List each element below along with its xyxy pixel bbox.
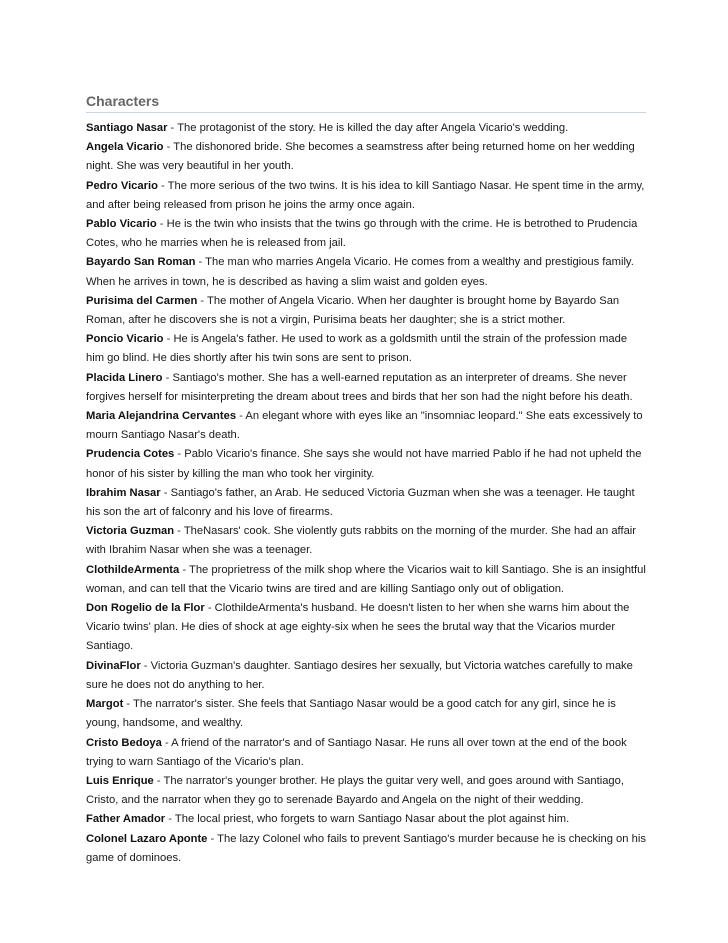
character-name: ClothildeArmenta [86,563,180,576]
character-name: Maria Alejandrina Cervantes [86,410,237,423]
character-description: Santiago's mother. She has a well-earned reputation as an interpreter of dreams. She never forgives herself for misinterpreting the dream about trees and birds that her son had the night before his death. [86,371,633,403]
character-description: The protagonist of the story. He is killed the day after Angela Vicario's wedding. [177,122,569,134]
separator: - [195,256,206,269]
separator: - [167,122,178,134]
character-entry [86,484,646,522]
character-entry [86,177,646,215]
character-description: The narrator's sister. She feels that Santiago Nasar would be a good catch for any girl, since he is young, handsome, and wealthy. [86,698,616,730]
character-name: Margot [86,698,124,711]
character-entry [86,330,646,368]
character-description: Santiago's father, an Arab. He seduced Victoria Guzman when she was a teenager. He taught his son the art of falconry and his love of firearms. [86,486,635,519]
character-entry [86,657,646,695]
character-name: Placida Linero [86,371,163,384]
character-entry [86,522,646,560]
character-description: The lazy Colonel who fails to prevent Santiago's murder because he is checking on his game of dominoes. [86,832,646,864]
character-entry [86,215,646,253]
character-description: The mother of Angela Vicario. When her daughter is brought home by Bayardo San Roman, after he discovers she is not a virgin, Purisima beats her daughter; she is a strict mother. [86,294,620,327]
character-description: Pablo Vicario's finance. She says she would not have married Pablo if he had not upheld the honor of his sister by killing the man who took her virginity. [86,448,642,480]
character-name: Pedro Vicario [86,179,158,192]
character-name: Cristo Bedoya [86,736,162,749]
character-name: Prudencia Cotes [86,448,175,461]
character-entry [86,810,646,829]
character-entry [86,734,646,772]
separator: - [174,525,184,538]
separator: - [161,736,172,749]
separator: - [163,141,174,154]
character-name: Pablo Vicario [86,218,157,231]
character-description: ClothildeArmenta's husband. He doesn't listen to her when she warns him about the Vicario twins' plan. He dies of shock at age eighty-six when he sees the brutal way that the Vicarios murder Santiago. [86,602,630,653]
character-name: Don Rogelio de la Flor [86,602,205,615]
character-name: DivinaFlor [86,659,141,672]
separator: - [165,813,175,826]
character-entry [86,253,646,291]
separator: - [160,486,171,499]
character-entry [86,830,646,868]
character-description: An elegant whore with eyes like an "insomniac leopard." She eats excessively to mourn Santiago Nasar's death. [86,410,643,442]
character-name: Victoria Guzman [86,525,175,538]
character-entry [86,695,646,733]
character-description: The proprietress of the milk shop where the Vicarios wait to kill Santiago. She is an insightful woman, and can tell that the Vicario twins are tired and are killing Santiago only out of obligation. [86,563,646,595]
separator: - [236,410,246,423]
character-entry [86,407,646,445]
separator: - [207,832,218,845]
character-description: The narrator's younger brother. He plays the guitar very well, and goes around with Santiago, Cristo, and the narrator when they go to serenade Bayardo and Angela on the night of their wedding. [86,774,624,807]
character-entry [86,119,646,138]
character-name: Purisima del Carmen [86,294,198,307]
character-description: TheNasars' cook. She violently guts rabbits on the morning of the murder. She had an affair with Ibrahim Nasar when she was a teenager. [86,525,636,557]
character-entry [86,292,646,330]
character-description: A friend of the narrator's and of Santiago Nasar. He runs all over town at the end of the book trying to warn Santiago of the Vicario's plan. [86,736,627,768]
character-entry [86,445,646,483]
separator: - [153,774,164,787]
separator: - [174,448,185,461]
character-name: Father Amador [86,813,166,826]
character-name: Luis Enrique [86,774,154,787]
separator: - [204,602,215,615]
document-page [86,92,646,868]
character-description: The man who marries Angela Vicario. He comes from a wealthy and prestigious family. When he arrives in town, he is described as having a slim waist and golden eyes. [86,256,634,288]
character-description: He is Angela's father. He used to work as a goldsmith until the strain of the profession made him go blind. He dies shortly after his twin sons are sent to prison. [86,333,628,365]
separator: - [163,333,174,346]
character-description: He is the twin who insists that the twins go through with the crime. He is betrothed to Prudencia Cotes, who he marries when he is released from jail. [86,218,638,250]
separator: - [197,294,208,307]
character-entry [86,599,646,657]
character-name: Angela Vicario [86,141,164,154]
section-heading: Characters [86,92,646,113]
character-list [86,119,646,868]
separator: - [140,659,151,672]
character-entry [86,369,646,407]
separator: - [156,218,167,231]
character-description: Victoria Guzman's daughter. Santiago desires her sexually, but Victoria watches carefully to make sure he does not do anything to her. [86,659,633,691]
character-name: Ibrahim Nasar [86,486,161,499]
character-name: Santiago Nasar [86,122,168,134]
separator: - [157,179,168,192]
separator: - [162,371,173,384]
character-name: Poncio Vicario [86,333,164,346]
character-entry [86,772,646,810]
character-description: The local priest, who forgets to warn Santiago Nasar about the plot against him. [174,813,570,826]
character-name: Bayardo San Roman [86,256,196,269]
character-description: The dishonored bride. She becomes a seamstress after being returned home on her wedding night. She was very beautiful in her youth. [86,141,635,173]
separator: - [179,563,189,576]
character-description: The more serious of the two twins. It is his idea to kill Santiago Nasar. He spent time in the army, and after being released from prison he joins the army once again. [86,179,645,211]
character-name: Colonel Lazaro Aponte [86,832,208,845]
character-entry [86,138,646,176]
character-entry [86,561,646,599]
separator: - [123,698,134,711]
